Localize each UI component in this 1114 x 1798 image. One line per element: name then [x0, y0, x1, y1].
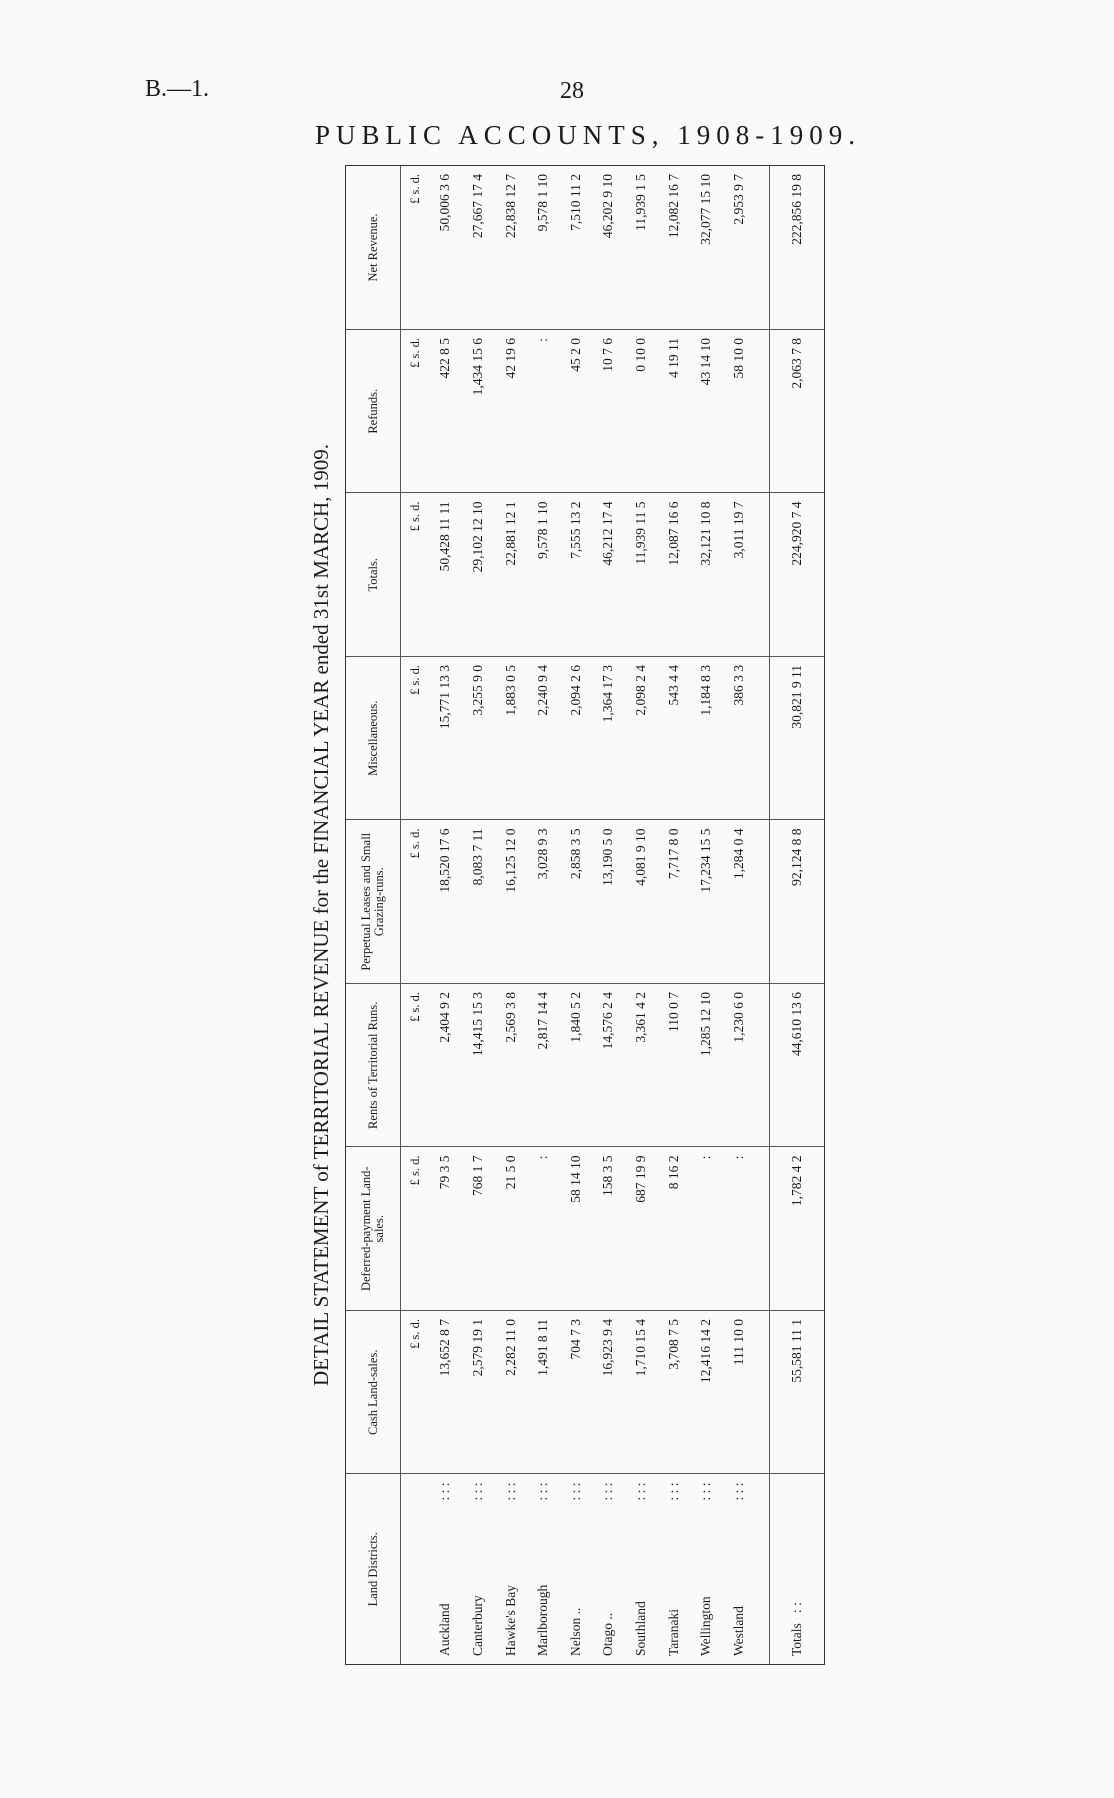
cell-refunds: 0 10 0 — [625, 330, 658, 494]
cell-totals: 3,011 19 7 — [723, 493, 756, 657]
units-label: £ s. d. — [407, 174, 422, 204]
page-number: 28 — [560, 78, 584, 104]
cell-totals: 12,087 16 6 — [657, 493, 690, 657]
cell-refunds: 45 2 0 — [559, 330, 592, 494]
cell-totals: 32,121 10 8 — [690, 493, 723, 657]
cell-rents: 2,569 3 8 — [494, 984, 527, 1148]
cell-deferred: 58 14 10 — [559, 1147, 592, 1311]
cell-cash: 3,708 7 5 — [657, 1311, 690, 1475]
cell-net: 22,838 12 7 — [502, 174, 518, 239]
cell-misc: 1,883 0 5 — [494, 657, 527, 821]
cell-deferred: 687 19 9 — [625, 1147, 658, 1311]
cell-misc: 1,184 8 3 — [690, 657, 723, 821]
cell-cash: 2,579 19 1 — [462, 1311, 495, 1475]
page-heading: PUBLIC ACCOUNTS, 1908-1909. — [315, 120, 862, 150]
cell-net: 46,202 9 10 — [600, 174, 616, 239]
district-name: Canterbury : : : — [462, 1474, 495, 1664]
district-name: Otago .. : : : — [592, 1474, 625, 1664]
cell-cash: 2,282 11 0 — [494, 1311, 527, 1475]
total-rents: 44,610 13 6 — [770, 984, 824, 1148]
revenue-table — [346, 166, 824, 1664]
cell-cash: 704 7 3 — [559, 1311, 592, 1475]
district-name: Wellington : : : — [690, 1474, 723, 1664]
cell-misc: 1,364 17 3 — [592, 657, 625, 821]
district-name: Auckland : : : — [429, 1474, 462, 1664]
total-cash: 55,581 11 1 — [770, 1311, 824, 1475]
units-row — [401, 166, 430, 1664]
cell-deferred: : — [690, 1147, 723, 1311]
cell-totals: 11,939 11 5 — [625, 493, 658, 657]
cell-totals: 29,102 12 10 — [462, 493, 495, 657]
col-header-district: Land Districts. — [346, 1474, 401, 1664]
cell-deferred: 8 16 2 — [657, 1147, 690, 1311]
table-row — [429, 166, 462, 1664]
cell-leases: 1,284 0 4 — [723, 820, 756, 984]
units-label: £ s. d. — [401, 1311, 430, 1475]
units-label: £ s. d. — [401, 820, 430, 984]
cell-net: 7,510 11 2 — [567, 174, 583, 231]
cell-cash: 1,491 8 11 — [527, 1311, 560, 1475]
col-header-totals: Totals. — [346, 493, 401, 657]
cell-net: 32,077 15 10 — [698, 174, 714, 245]
cell-refunds: 42 19 6 — [494, 330, 527, 494]
cell-deferred: 21 5 0 — [494, 1147, 527, 1311]
units-label: £ s. d. — [401, 657, 430, 821]
district-name: Taranaki : : : — [657, 1474, 690, 1664]
cell-rents: 14,415 15 3 — [462, 984, 495, 1148]
units-label: £ s. d. — [401, 984, 430, 1148]
revenue-table-frame — [345, 165, 825, 1665]
table-row — [592, 166, 625, 1664]
cell-net: 2,953 9 7 — [730, 174, 746, 225]
col-header-deferred: Deferred-payment Land-sales. — [346, 1147, 401, 1311]
cell-leases: 8,083 7 11 — [462, 820, 495, 984]
district-name: Hawke's Bay : : : — [494, 1474, 527, 1664]
statement-title: DETAIL STATEMENT of TERRITORIAL REVENUE for the FINANCIAL YEAR ended 31st MARCH, 1909. — [309, 444, 333, 1386]
col-header-refunds: Refunds. — [346, 330, 401, 494]
cell-rents: 14,576 2 4 — [592, 984, 625, 1148]
cell-totals: 46,212 17 4 — [592, 493, 625, 657]
cell-deferred: 158 3 5 — [592, 1147, 625, 1311]
cell-deferred: : — [723, 1147, 756, 1311]
table-header-row — [346, 166, 401, 1664]
col-header-leases: Perpetual Leases and Small Grazing-runs. — [346, 820, 401, 984]
cell-totals: 50,428 11 11 — [429, 493, 462, 657]
total-net: 222,856 19 8 — [770, 166, 824, 330]
cell-cash: 16,923 9 4 — [592, 1311, 625, 1475]
total-misc: 30,821 9 11 — [770, 657, 824, 821]
cell-refunds: 422 8 5 — [429, 330, 462, 494]
cell-rents: 110 0 7 — [657, 984, 690, 1148]
cell-misc: 2,240 9 4 — [527, 657, 560, 821]
cell-misc: 3,255 9 0 — [462, 657, 495, 821]
total-refunds: 2,063 7 8 — [770, 330, 824, 494]
cell-cash: 12,416 14 2 — [690, 1311, 723, 1475]
district-name: Southland : : : — [625, 1474, 658, 1664]
cell-leases: 3,028 9 3 — [527, 820, 560, 984]
cell-deferred: 79 3 5 — [429, 1147, 462, 1311]
cell-net: 27,667 17 4 — [469, 174, 485, 239]
cell-net: 12,082 16 7 — [665, 174, 681, 239]
cell-leases: 2,858 3 5 — [559, 820, 592, 984]
total-deferred: 1,782 4 2 — [770, 1147, 824, 1311]
cell-leases: 7,717 8 0 — [657, 820, 690, 984]
cell-refunds: : — [527, 330, 560, 494]
cell-rents: 1,840 5 2 — [559, 984, 592, 1148]
cell-cash: 111 10 0 — [723, 1311, 756, 1475]
cell-totals: 9,578 1 10 — [527, 493, 560, 657]
col-header-rents: Rents of Territorial Runs. — [346, 984, 401, 1148]
cell-leases: 13,190 5 0 — [592, 820, 625, 984]
col-header-cash: Cash Land-sales. — [346, 1311, 401, 1475]
district-name: Marlborough : : : — [527, 1474, 560, 1664]
total-leases: 92,124 8 8 — [770, 820, 824, 984]
totals-row — [770, 166, 824, 1664]
cell-rents: 3,361 4 2 — [625, 984, 658, 1148]
table-row — [625, 166, 658, 1664]
cell-misc: 386 3 3 — [723, 657, 756, 821]
cell-leases: 16,125 12 0 — [494, 820, 527, 984]
table-row — [462, 166, 495, 1664]
cell-deferred: 768 1 7 — [462, 1147, 495, 1311]
district-name: Westland : : : — [723, 1474, 756, 1664]
cell-misc: 15,771 13 3 — [429, 657, 462, 821]
table-row — [527, 166, 560, 1664]
table-row — [494, 166, 527, 1664]
table-row — [690, 166, 723, 1664]
totals-label: Totals : : — [770, 1474, 824, 1664]
table-row — [723, 166, 756, 1664]
table-row — [657, 166, 690, 1664]
cell-net: 11,939 1 5 — [632, 174, 648, 231]
cell-leases: 17,234 15 5 — [690, 820, 723, 984]
table-row — [559, 166, 592, 1664]
cell-refunds: 4 19 11 — [657, 330, 690, 494]
cell-net: 50,006 3 6 — [437, 174, 453, 232]
units-label: £ s. d. — [401, 493, 430, 657]
district-name: Nelson .. : : : — [559, 1474, 592, 1664]
cell-net: 9,578 1 10 — [535, 174, 551, 232]
col-header-misc: Miscellaneous. — [346, 657, 401, 821]
cell-refunds: 1,434 15 6 — [462, 330, 495, 494]
cell-deferred: : — [527, 1147, 560, 1311]
cell-rents: 1,230 6 0 — [723, 984, 756, 1148]
units-label: £ s. d. — [401, 1147, 430, 1311]
cell-rents: 1,285 12 10 — [690, 984, 723, 1148]
cell-cash: 1,710 15 4 — [625, 1311, 658, 1475]
cell-misc: 2,098 2 4 — [625, 657, 658, 821]
document-reference: B.—1. — [145, 76, 210, 102]
cell-misc: 543 4 4 — [657, 657, 690, 821]
cell-rents: 2,817 14 4 — [527, 984, 560, 1148]
col-header-net: Net Revenue. — [346, 166, 401, 330]
cell-leases: 4,081 9 10 — [625, 820, 658, 984]
cell-leases: 18,520 17 6 — [429, 820, 462, 984]
cell-totals: 7,555 13 2 — [559, 493, 592, 657]
cell-refunds: 10 7 6 — [592, 330, 625, 494]
cell-misc: 2,094 2 6 — [559, 657, 592, 821]
cell-totals: 22,881 12 1 — [494, 493, 527, 657]
spacer-row — [755, 166, 770, 1664]
units-label: £ s. d. — [401, 330, 430, 494]
rotated-statement — [305, 165, 825, 1665]
cell-refunds: 43 14 10 — [690, 330, 723, 494]
cell-refunds: 58 10 0 — [723, 330, 756, 494]
total-totals: 224,920 7 4 — [770, 493, 824, 657]
cell-cash: 13,652 8 7 — [429, 1311, 462, 1475]
cell-rents: 2,404 9 2 — [429, 984, 462, 1148]
